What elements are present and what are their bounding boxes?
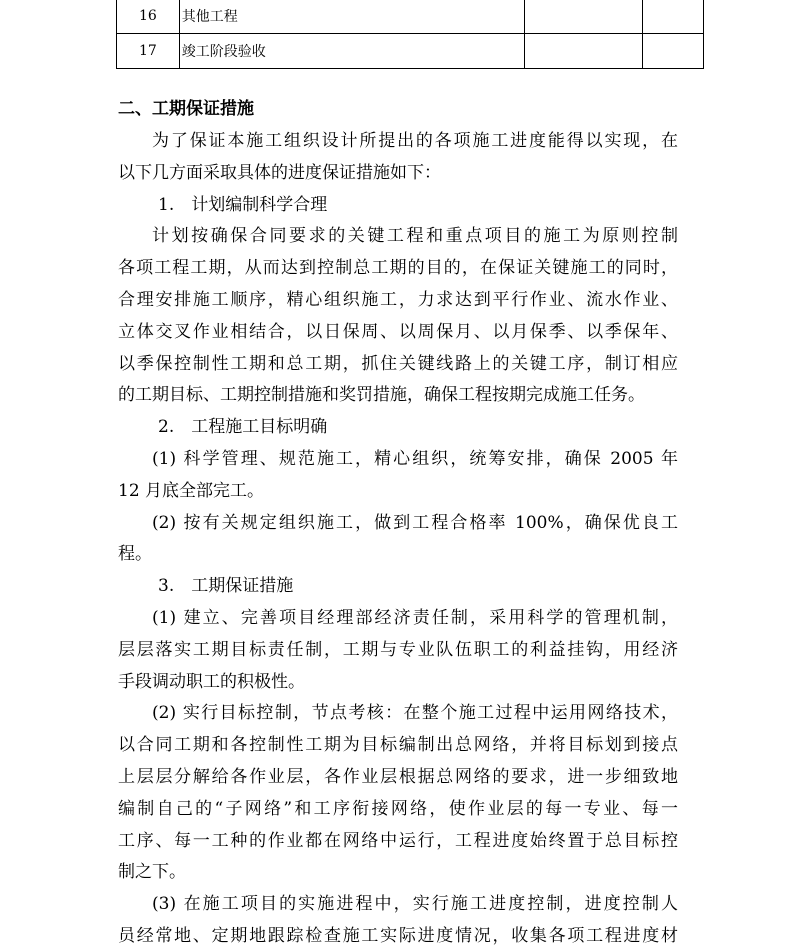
paragraph-line: 上层层分解给各作业层，各作业层根据总网络的要求，进一步细致地 [118, 766, 678, 787]
paragraph-line: 为了保证本施工组织设计所提出的各项施工进度能得以实现，在 [152, 131, 678, 151]
table-row [117, 34, 704, 69]
section-body [118, 126, 678, 946]
paragraph-line: 员经常地、定期地跟踪检查施工实际进度情况，收集各项工程进度材 [118, 925, 678, 946]
section-heading: 二、工期保证措施 [118, 99, 254, 119]
row-item-name: 其他工程 [179, 0, 524, 34]
table-row [117, 0, 704, 34]
row-cell-empty [643, 0, 704, 34]
paragraph-line: 计划按确保合同要求的关键工程和重点项目的施工为原则控制 [152, 226, 678, 247]
paragraph-line: 制之下。 [118, 862, 186, 883]
paragraph-line: 12 月底全部完工。 [118, 480, 265, 501]
row-number: 17 [117, 34, 180, 69]
row-number: 16 [117, 0, 180, 34]
subheading: 1. 计划编制科学合理 [158, 194, 328, 215]
paragraph-line: 以季保控制性工期和总工期，抓住关键线路上的关键工序，制订相应 [118, 353, 678, 374]
paragraph-line: 的工期目标、工期控制措施和奖罚措施，确保工程按期完成施工任务。 [118, 385, 645, 406]
subheading: 3. 工期保证措施 [158, 576, 294, 597]
row-cell-empty [643, 34, 704, 69]
paragraph-line: (2) 按有关规定组织施工，做到工程合格率 100%，确保优良工 [152, 512, 678, 533]
row-cell-empty [524, 34, 642, 69]
paragraph-line: 编制自己的“子网络”和工序衔接网络，使作业层的每一专业、每一 [118, 798, 678, 819]
paragraph-line: (1) 建立、完善项目经理部经济责任制，采用科学的管理机制， [152, 607, 678, 628]
row-cell-empty [524, 0, 642, 34]
paragraph-line: 合理安排施工顺序，精心组织施工，力求达到平行作业、流水作业、 [118, 289, 678, 310]
paragraph-line: (3) 在施工项目的实施进程中，实行施工进度控制，进度控制人 [152, 894, 678, 915]
schedule-table [116, 0, 704, 69]
paragraph-line: 工序、每一工种的作业都在网络中运行，工程进度始终置于总目标控 [118, 830, 678, 851]
paragraph-line: 立体交叉作业相结合，以日保周、以周保月、以月保季、以季保年、 [118, 321, 678, 342]
paragraph-line: 以合同工期和各控制性工期为目标编制出总网络，并将目标划到接点 [118, 735, 678, 756]
paragraph-line: 层层落实工期目标责任制，工期与专业队伍职工的利益挂钩，用经济 [118, 639, 678, 660]
row-item-name: 竣工阶段验收 [179, 34, 524, 69]
paragraph-line: (2) 实行目标控制，节点考核：在整个施工过程中运用网络技术， [152, 703, 678, 724]
paragraph-line: 以下几方面采取具体的进度保证措施如下： [118, 162, 441, 183]
paragraph-line: 程。 [118, 544, 152, 565]
subheading: 2. 工程施工目标明确 [158, 417, 328, 438]
paragraph-line: 各项工程工期，从而达到控制总工期的目的，在保证关键施工的同时， [118, 258, 678, 279]
paragraph-line: 手段调动职工的积极性。 [118, 671, 305, 692]
paragraph-line: (1) 科学管理、规范施工，精心组织，统筹安排，确保 2005 年 [152, 448, 678, 469]
